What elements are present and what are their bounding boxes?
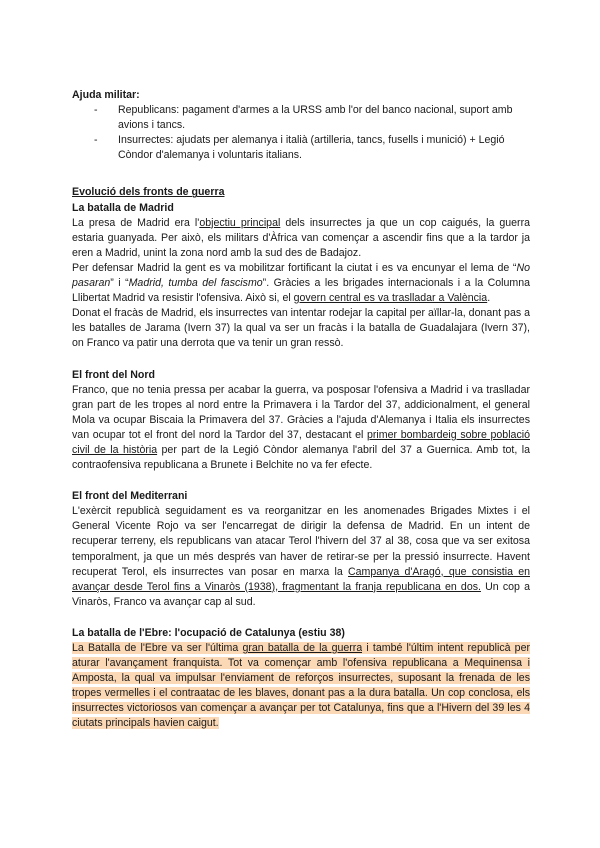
- govern-central-underline: govern central es va traslladar a València: [293, 292, 488, 305]
- mediterrani-paragraph: L'exèrcit republicà seguidament es va reorganitzar en les anomenades Brigades Mixtes i el General Vicente Rojo va ser l'encarregat de dirigir la defensa de Madrid. En un intent de recuperar terreny, els republicans van atacar Terol l'hivern del 37 al 38, cosa que va ser exitosa temporalment, ja que un més després van haver de retirar-se per la pressió insurrecte. Havent recuperat Terol, els insurrectes van posar en marxa la Campanya d'Aragó, que consistia en avançar desde Terol fins a Vinaròs (1938), fragmentant la franja republicana en dos. Un cop a Vinaròs, Franco va avançar cap al sud.: [72, 505, 530, 608]
- ajuda-title: Ajuda militar:: [72, 89, 140, 101]
- ajuda-section: [72, 88, 530, 163]
- madrid-paragraph-1: La presa de Madrid era l'objectiu principal dels insurrectes ja que un cop caigués, la guerra estaria guanyada. Per això, els militars d'Àfrica van començar a ascendir fins que a la tardor ja eren a Madrid, unint la zona nord amb la sud des de Badajoz.: [72, 216, 530, 259]
- bombardeig-underline: primer bombardeig sobre població civil de la història: [72, 428, 530, 456]
- evolucio-title: Evolució dels fronts de guerra: [72, 186, 225, 199]
- madrid-paragraph-2: Per defensar Madrid la gent es va mobilitzar fortificant la ciutat i es va encunyar el lema de “No pasaran” i “Madrid, tumba del fascismo”. Gràcies a les brigades internacionals i a la Columna Llibertat Madrid va resistir l'ofensiva. Això si, el govern central es va traslladar a València.: [72, 261, 531, 305]
- ebre-section: [72, 626, 530, 732]
- campanya-arago-underline: Campanya d'Aragó, que consistia en avançar desde Terol fins a Vinaròs (1938), fragmentant la franja republicana en dos.: [72, 565, 530, 593]
- madrid-title: La batalla de Madrid: [72, 201, 174, 214]
- nord-paragraph: Franco, que no tenia pressa per acabar la guerra, va posposar l'ofensiva a Madrid i va traslladar gran part de les tropes al nord entre la Primavera i la Tardor del 37, addicionalment, el general Mola va ocupar Biscaia la Primavera del 37. Gràcies a l'ajuda d'Alemanya i Italia els insurrectes van ocupar tot el front del nord la Tardor del 37, destacant el primer bombardeig sobre població civil de la història per part de la Legió Còndor alemanya l'abril del 37 a Guernica. Amb tot, la contraofensiva republicana a Brunete i Belchite no va fer efecte.: [72, 383, 530, 472]
- ajuda-item-insurrectes: - Insurrectes: ajudats per alemanya i italià (artilleria, tancs, fusells i munició) + Legió Còndor d'alemanya i voluntaris italians.: [118, 133, 530, 163]
- nord-title: El front del Nord: [72, 368, 155, 381]
- objectiu-principal-link: objectiu principal: [199, 216, 281, 229]
- ajuda-list: [72, 103, 530, 163]
- gran-batalla-underline: gran batalla de la guerra: [242, 642, 363, 654]
- mediterrani-title: El front del Mediterrani: [72, 490, 188, 503]
- mediterrani-section: [72, 489, 530, 610]
- madrid-section: [72, 201, 530, 352]
- nord-section: [72, 368, 530, 474]
- ajuda-item-republicans: - Republicans: pagament d'armes a la URSS amb l'or del banco nacional, suport amb avions i tancs.: [118, 103, 530, 133]
- madrid-paragraph-3: Donat el fracàs de Madrid, els insurrectes van intentar rodejar la capital per aïllar-la, donant pas a les batalles de Jarama (Ivern 37) la qual va ser un fracàs i la batalla de Guadalajara (Ivern 37), on Franco va patir una derrota que va tenir un gran ressò.: [72, 307, 530, 350]
- ebre-paragraph: La Batalla de l'Ebre va ser l'última gran batalla de la guerra i també l'últim intent republicà per aturar l'avançament franquista. Tot va començar amb l'ofensiva republicana a Mequinensa i Amposta, la qual va impulsar l'enviament de reforços insurrectes, suposant la frenada de les tropes vermelles i el contraatac de les blaves, donant pas a la dura batalla. Un cop conclosa, els insurrectes victoriosos van començar a avançar per tot Catalunya, fins que a l'Hivern del 39 les 4 ciutats principals havien caigut.: [72, 642, 530, 730]
- ebre-title: La batalla de l'Ebre: l'ocupació de Catalunya (estiu 38): [72, 626, 345, 639]
